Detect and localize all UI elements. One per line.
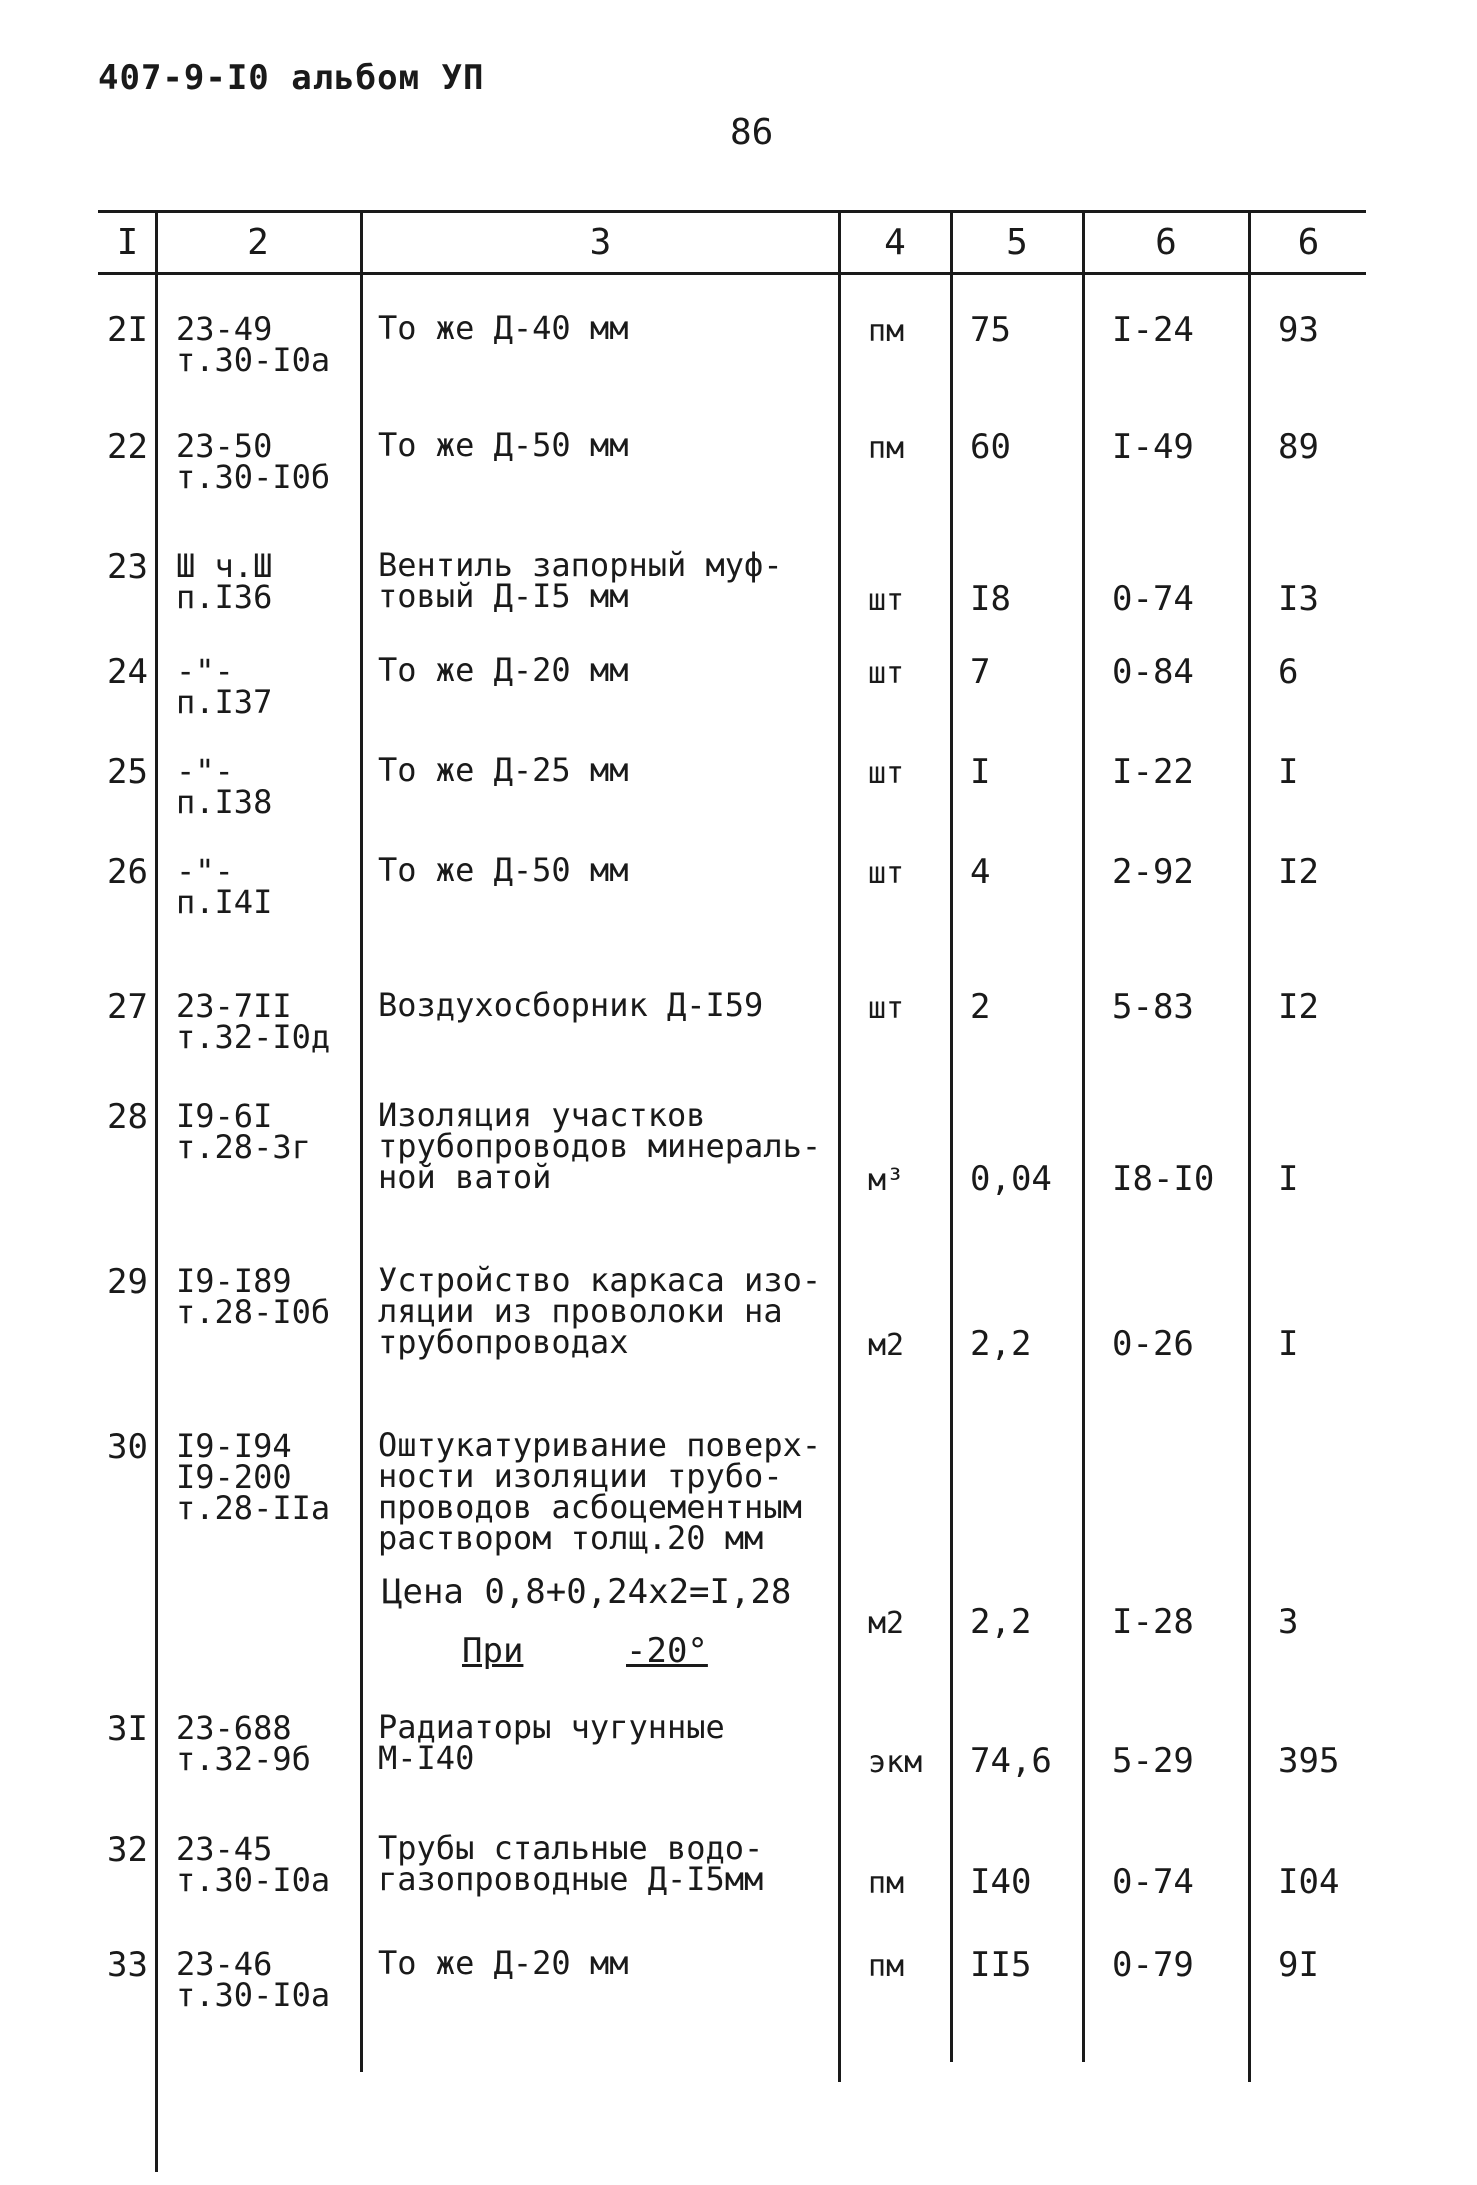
row-reference: -"- [176,752,234,790]
row-reference: -"- [176,652,234,690]
row-reference: т.28-IIа [176,1489,331,1527]
header-col-6: 6 [1155,222,1177,263]
row-description: газопроводные Д-I5мм [378,1860,764,1898]
column-divider [155,212,158,2172]
row-unit: шт [868,583,905,618]
row-description: То же Д-50 мм [378,426,629,464]
page-number: 86 [730,112,774,153]
header-col-1: I [116,222,139,263]
row-total: 89 [1278,427,1319,467]
column-divider [360,212,363,2072]
row-price: 0-79 [1112,1945,1194,1985]
row-total: I04 [1278,1862,1340,1902]
row-description: Вентиль запорный муф- [378,546,783,584]
row-quantity: 2 [970,987,991,1027]
row-number: 27 [107,987,148,1027]
row-reference: т.28-I0б [176,1293,331,1331]
table-top-rule [98,210,1366,213]
row-total: I2 [1278,987,1319,1027]
row-reference: т.32-9б [176,1740,311,1778]
row-reference: I9-200 [176,1458,292,1496]
row-total: 9I [1278,1945,1319,1985]
row-description: ной ватой [378,1158,552,1196]
row-reference: т.28-3г [176,1128,311,1166]
row-reference: т.30-I0а [176,341,331,379]
row-quantity: 2,2 [970,1602,1032,1642]
row-reference: п.I4I [176,883,273,921]
row-price: I8-I0 [1112,1159,1215,1199]
section-heading-value: -20° [626,1631,708,1671]
row-total: I [1278,1159,1299,1199]
row-description: товый Д-I5 мм [378,577,629,615]
row-unit: пм [868,1866,905,1901]
row-reference: т.30-I0а [176,1976,331,2014]
row-quantity: 0,04 [970,1159,1052,1199]
row-number: 23 [107,547,148,587]
row-total: 395 [1278,1741,1340,1781]
column-divider [838,212,841,2082]
row-price: 2-92 [1112,852,1194,892]
row-price: 5-29 [1112,1741,1194,1781]
row-description: раствором толщ.20 мм [378,1519,764,1557]
document-code: 407-9-I0 альбом УП [98,58,485,98]
row-price: 0-74 [1112,1862,1194,1902]
row-unit: экм [868,1745,923,1780]
row-price: 5-83 [1112,987,1194,1027]
row-number: 3I [107,1709,148,1749]
row-number: 2I [107,310,148,350]
row-price: 0-26 [1112,1324,1194,1364]
row-description: проводов асбоцементным [378,1488,802,1526]
row-reference: п.I36 [176,578,273,616]
header-col-3: 3 [589,222,612,263]
row-unit: пм [868,431,905,466]
row-reference: I9-I89 [176,1262,292,1300]
row-description: Оштукатуривание поверх- [378,1426,822,1464]
row-reference: 23-688 [176,1709,292,1747]
section-heading-label: При [462,1631,524,1671]
row-reference: Ш ч.Ш [176,547,273,585]
row-number: 28 [107,1097,148,1137]
row-reference: 23-7II [176,987,292,1025]
row-total: 93 [1278,310,1319,350]
row-description: трубопроводах [378,1323,629,1361]
row-quantity: 2,2 [970,1324,1032,1364]
row-quantity: I40 [970,1862,1032,1902]
row-reference: 23-49 [176,310,273,348]
row-quantity: 74,6 [970,1741,1052,1781]
row-unit: шт [868,656,905,691]
row-description: То же Д-20 мм [378,1944,629,1982]
row-quantity: 4 [970,852,991,892]
row-reference: I9-I94 [176,1427,292,1465]
row-reference: 23-46 [176,1945,273,1983]
row-unit: м2 [868,1328,905,1363]
row-quantity: 7 [970,652,991,692]
row-total: 6 [1278,652,1299,692]
row-description: ности изоляции трубо- [378,1457,783,1495]
row-unit: м2 [868,1606,905,1641]
row-number: 33 [107,1945,148,1985]
row-price-note: Цена 0,8+0,24х2=I,28 [382,1572,792,1612]
row-description: То же Д-40 мм [378,309,629,347]
table-header-rule [98,272,1366,275]
row-price: 0-84 [1112,652,1194,692]
row-description: Воздухосборник Д-I59 [378,986,764,1024]
row-total: I3 [1278,579,1319,619]
row-price: 0-74 [1112,579,1194,619]
row-unit: шт [868,991,905,1026]
row-description: Трубы стальные водо- [378,1829,764,1867]
row-reference: I9-6I [176,1097,273,1135]
row-quantity: II5 [970,1945,1032,1985]
row-reference: 23-50 [176,427,273,465]
header-col-5: 5 [1006,222,1028,263]
row-quantity: 60 [970,427,1011,467]
row-quantity: I [970,752,991,792]
row-quantity: 75 [970,310,1011,350]
row-number: 26 [107,852,148,892]
row-description: трубопроводов минераль- [378,1127,822,1165]
row-number: 29 [107,1262,148,1302]
row-unit: шт [868,856,905,891]
row-reference: 23-45 [176,1830,273,1868]
column-divider [1248,212,1251,2082]
row-description: То же Д-25 мм [378,751,629,789]
header-col-2: 2 [247,222,269,263]
row-description: Изоляция участков [378,1096,706,1134]
row-unit: м³ [868,1163,905,1198]
row-total: I2 [1278,852,1319,892]
row-unit: пм [868,314,905,349]
row-unit: пм [868,1949,905,1984]
row-reference: т.32-I0д [176,1018,331,1056]
header-col-4: 4 [884,222,906,263]
column-divider [950,212,953,2062]
row-total: 3 [1278,1602,1299,1642]
row-price: I-22 [1112,752,1194,792]
row-total: I [1278,1324,1299,1364]
row-reference: т.30-I0а [176,1861,331,1899]
row-description: То же Д-20 мм [378,651,629,689]
row-number: 25 [107,752,148,792]
row-number: 24 [107,652,148,692]
row-description: ляции из проволоки на [378,1292,783,1330]
row-price: I-28 [1112,1602,1194,1642]
row-total: I [1278,752,1299,792]
row-number: 32 [107,1830,148,1870]
row-reference: -"- [176,852,234,890]
row-reference: п.I38 [176,783,273,821]
row-reference: п.I37 [176,683,273,721]
row-description: М-I40 [378,1739,475,1777]
row-description: То же Д-50 мм [378,851,629,889]
row-price: I-49 [1112,427,1194,467]
header-col-7: 6 [1297,222,1320,263]
row-description: Радиаторы чугунные [378,1708,725,1746]
row-unit: шт [868,756,905,791]
row-description: Устройство каркаса изо- [378,1261,822,1299]
row-number: 30 [107,1427,148,1467]
column-divider [1082,212,1085,2062]
row-price: I-24 [1112,310,1194,350]
row-number: 22 [107,427,148,467]
row-reference: т.30-I0б [176,458,331,496]
row-quantity: I8 [970,579,1011,619]
